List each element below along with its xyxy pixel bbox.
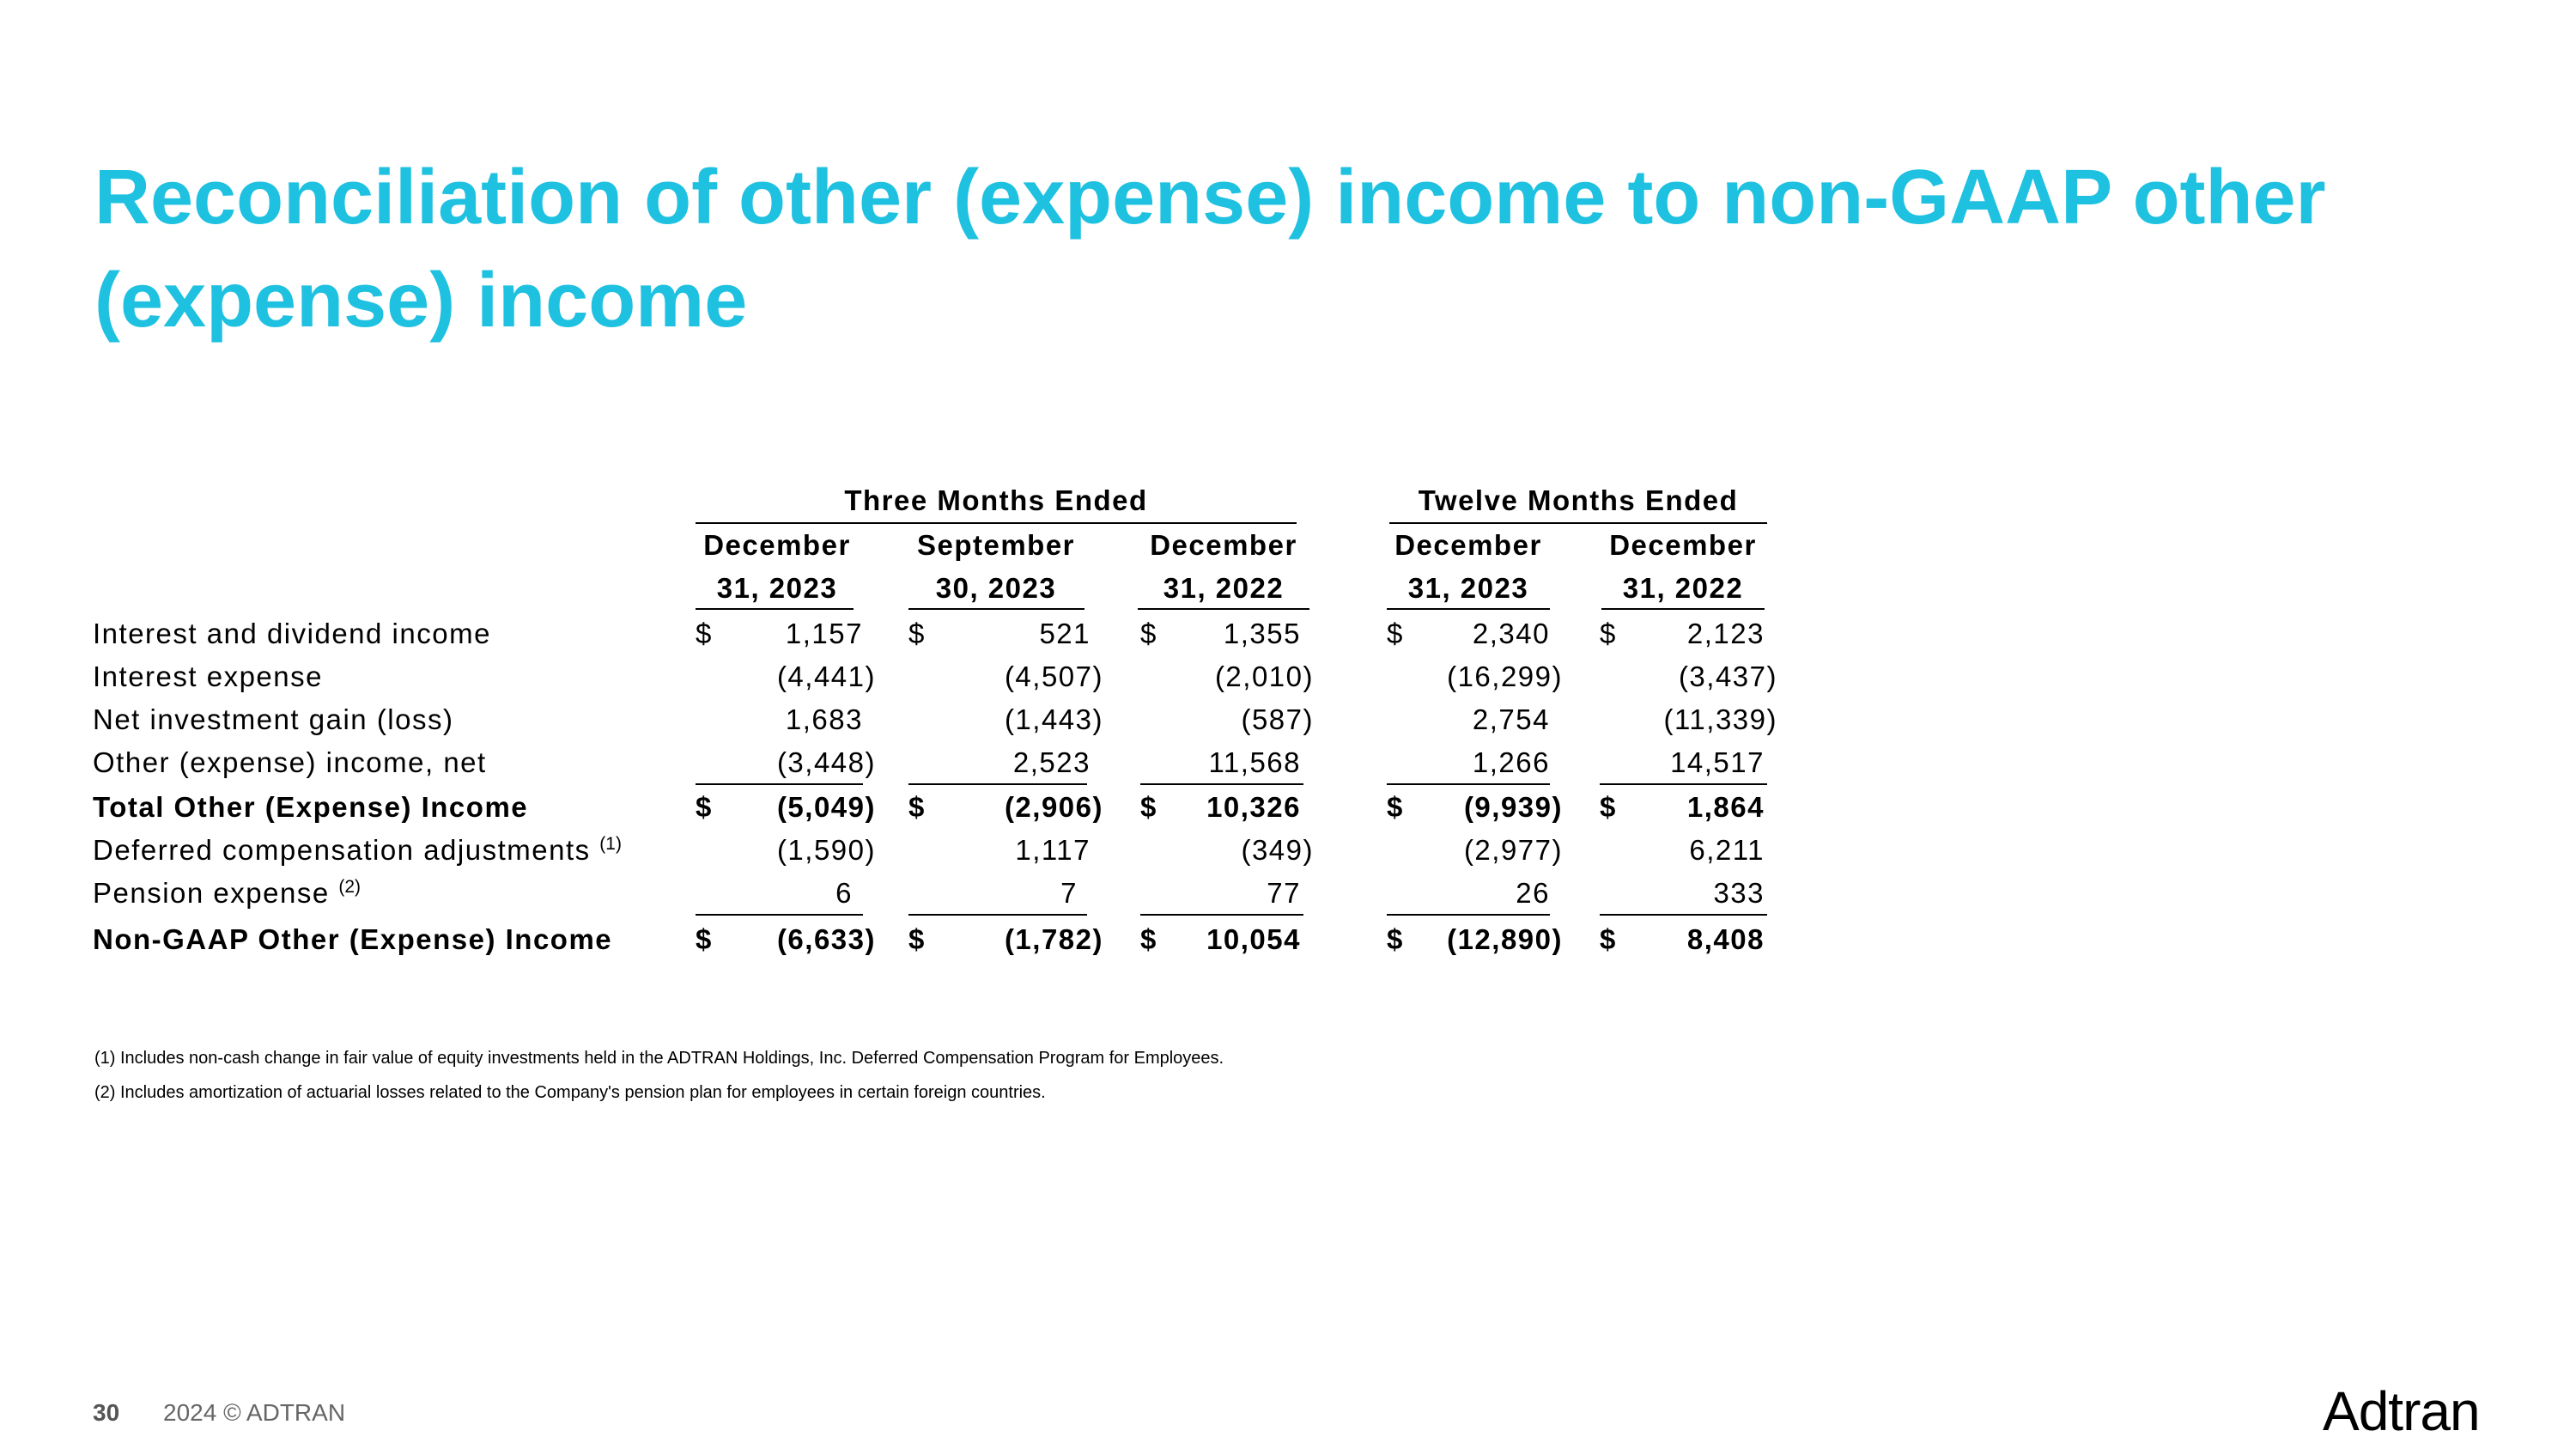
column-header-month: December	[1150, 529, 1297, 561]
cell-value: 77	[1267, 877, 1301, 909]
cell-value: (6,633)	[776, 923, 876, 955]
cell-value: (349)	[1241, 834, 1314, 866]
adtran-logo: Adtran	[2323, 1380, 2480, 1442]
cell-value: (9,939)	[1463, 791, 1563, 823]
cell-value: 6,211	[1689, 834, 1765, 866]
row-label	[93, 876, 361, 910]
copyright: 2024 © ADTRAN	[163, 1399, 346, 1426]
column-header-month: December	[1609, 529, 1757, 561]
subtotal-rule	[1140, 783, 1303, 785]
dollar-sign: $	[1600, 791, 1617, 823]
cell-value: (3,448)	[776, 746, 876, 778]
cell-value: (2,906)	[1004, 791, 1103, 823]
dollar-sign: $	[1140, 791, 1157, 823]
column-header-month: September	[916, 529, 1076, 561]
footnote-2: (2) Includes amortization of actuarial losses related to the Company's pension plan for employees in certain foreign countries.	[94, 1083, 1046, 1102]
dollar-sign: $	[696, 791, 713, 823]
dollar-sign: $	[696, 618, 713, 649]
column-header-month: December	[1394, 529, 1542, 561]
row-label-text: Deferred compensation adjustments	[93, 834, 591, 866]
row-label: Net investment gain (loss)	[93, 703, 454, 735]
cell-value: (2,010)	[1214, 661, 1314, 692]
cell-value: 6	[835, 877, 853, 909]
column-header-month: December	[703, 529, 851, 561]
row-label	[93, 833, 622, 868]
subtotal-rule	[1600, 914, 1767, 916]
cell-value: (12,890)	[1447, 923, 1563, 955]
cell-value: 521	[1039, 618, 1091, 649]
cell-value: 2,754	[1472, 703, 1550, 735]
footnote-marker: (2)	[338, 877, 361, 897]
subtotal-rule	[696, 783, 863, 785]
dollar-sign: $	[1600, 618, 1617, 649]
dollar-sign: $	[1140, 618, 1157, 649]
dollar-sign: $	[908, 618, 926, 649]
cell-value: (11,339)	[1663, 703, 1777, 735]
row-label: Interest expense	[93, 661, 323, 692]
subtotal-rule	[696, 914, 863, 916]
cell-value: 11,568	[1208, 746, 1301, 778]
cell-value: 10,054	[1206, 923, 1301, 955]
row-label: Non-GAAP Other (Expense) Income	[93, 923, 613, 955]
cell-value: 1,355	[1223, 618, 1301, 649]
header-underline	[908, 608, 1084, 610]
dollar-sign: $	[908, 923, 926, 955]
cell-value: 1,683	[785, 703, 863, 735]
footnote-marker: (1)	[599, 834, 622, 854]
dollar-sign: $	[908, 791, 926, 823]
column-header-date: 31, 2023	[1407, 572, 1529, 604]
subtotal-rule	[908, 783, 1087, 785]
dollar-sign: $	[1140, 923, 1157, 955]
header-underline	[1601, 608, 1765, 610]
cell-value: (4,507)	[1004, 661, 1103, 692]
cell-value: 2,340	[1472, 618, 1550, 649]
group-divider-twelve-months	[1389, 522, 1767, 524]
cell-value: (2,977)	[1463, 834, 1563, 866]
group-header-three-months: Three Months Ended	[844, 484, 1148, 516]
row-label: Other (expense) income, net	[93, 746, 487, 778]
cell-value: 14,517	[1670, 746, 1765, 778]
cell-value: (1,782)	[1004, 923, 1103, 955]
column-header-date: 30, 2023	[935, 572, 1057, 604]
dollar-sign: $	[696, 923, 713, 955]
cell-value: 7	[1060, 877, 1078, 909]
page-title	[94, 146, 2464, 352]
column-header-date: 31, 2022	[1163, 572, 1285, 604]
cell-value: 8,408	[1686, 923, 1765, 955]
group-header-twelve-months: Twelve Months Ended	[1418, 484, 1739, 516]
page-title-line-2: (expense) income	[94, 258, 748, 344]
cell-value: (16,299)	[1447, 661, 1563, 692]
cell-value: 2,123	[1686, 618, 1765, 649]
row-label: Total Other (Expense) Income	[93, 791, 529, 823]
page-title-line-1: Reconciliation of other (expense) income to non-GAAP other	[94, 155, 2326, 240]
cell-value: 1,117	[1015, 834, 1091, 866]
page-number: 30	[93, 1399, 120, 1426]
cell-value: 10,326	[1206, 791, 1301, 823]
cell-value: (587)	[1241, 703, 1314, 735]
cell-value: 1,157	[785, 618, 863, 649]
cell-value: (5,049)	[776, 791, 876, 823]
dollar-sign: $	[1387, 923, 1404, 955]
subtotal-rule	[1140, 914, 1303, 916]
column-header-date: 31, 2022	[1622, 572, 1744, 604]
header-underline	[696, 608, 854, 610]
cell-value: 26	[1516, 877, 1550, 909]
dollar-sign: $	[1387, 618, 1404, 649]
footnote-1: (1) Includes non-cash change in fair value of equity investments held in the ADTRAN Holdings, Inc. Deferred Compensation Program for Employees.	[94, 1049, 1224, 1068]
subtotal-rule	[1387, 914, 1550, 916]
cell-value: (1,443)	[1004, 703, 1103, 735]
header-underline	[1387, 608, 1550, 610]
subtotal-rule	[1600, 783, 1767, 785]
dollar-sign: $	[1600, 923, 1617, 955]
cell-value: (3,437)	[1678, 661, 1777, 692]
cell-value: (4,441)	[776, 661, 876, 692]
group-divider-three-months	[696, 522, 1297, 524]
cell-value: 333	[1713, 877, 1765, 909]
subtotal-rule	[908, 914, 1087, 916]
cell-value: (1,590)	[776, 834, 876, 866]
column-header-date: 31, 2023	[716, 572, 838, 604]
cell-value: 1,266	[1472, 746, 1550, 778]
cell-value: 2,523	[1012, 746, 1091, 778]
row-label-text: Pension expense	[93, 877, 330, 909]
header-underline	[1138, 608, 1309, 610]
cell-value: 1,864	[1686, 791, 1765, 823]
dollar-sign: $	[1387, 791, 1404, 823]
row-label: Interest and dividend income	[93, 618, 491, 649]
subtotal-rule	[1387, 783, 1550, 785]
